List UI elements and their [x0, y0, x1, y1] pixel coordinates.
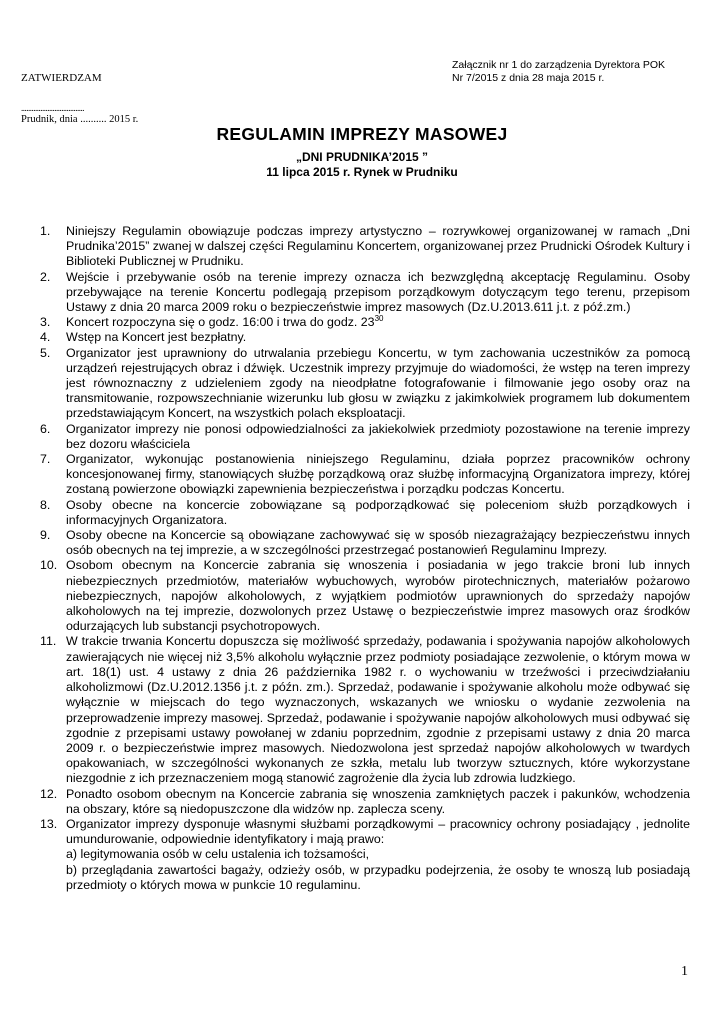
- rule-number: 7.: [40, 452, 51, 467]
- rule-text: Niniejszy Regulamin obowiązuje podczas imprezy artystyczno – rozrywkowej organizowanej w ramach „Dni Prudnika’2015” zwanej w dalszej części Regulaminu Koncertem, organizowanej przez Prudnicki Ośrodek Kultury i Biblioteki Publicznej w Prudniku.: [66, 224, 690, 269]
- rule-subitem-b: b) przeglądania zawartości bagaży, odzieży osób, w przypadku podejrzenia, że osoby te wnoszą lub posiadają przedmioty o których mowa w punkcie 10 regulaminu.: [66, 862, 690, 892]
- rule-subitem-a: a) legitymowania osób w celu ustalenia ich tożsamości,: [66, 847, 370, 862]
- rule-text: Koncert rozpoczyna się o godz. 16:00 i trwa do godz. 23: [66, 315, 375, 330]
- rule-number: 13.: [40, 816, 58, 831]
- rule-text: Ponadto osobom obecnym na Koncercie zabrania się wnoszenia zamkniętych paczek i pakunków, wchodzenia na obszary, które są niedopuszczone dla widzów np. zaplecza sceny.: [66, 786, 690, 816]
- rule-number: 1.: [40, 224, 51, 238]
- rule-number: 2.: [40, 269, 51, 284]
- rule-item: [40, 787, 690, 817]
- rule-text: Organizator imprezy nie ponosi odpowiedzialności za jakiekolwiek przedmioty pozostawione na terenie imprezy bez dozoru właściciela: [66, 421, 690, 451]
- rule-number: 3.: [40, 315, 51, 330]
- rule-item: [40, 817, 690, 893]
- rule-item: [40, 498, 690, 528]
- rule-number: 6.: [40, 421, 51, 436]
- annex-note: [452, 59, 665, 85]
- rule-number: 10.: [40, 558, 58, 573]
- rule-item: [40, 315, 690, 330]
- rule-item: [40, 330, 690, 345]
- rule-number: 5.: [40, 345, 51, 360]
- rule-item: [40, 346, 690, 422]
- rule-superscript: 30: [374, 314, 384, 324]
- rule-text: Organizator, wykonując postanowienia niniejszego Regulaminu, działa poprzez pracowników ochrony koncesjonowanej firmy, stanowiących służbę porządkową oraz służbę informacyjną Organizatora imprezy, której zostaną powierzone obowiązki zapewnienia bezpieczeństwa i porządku podczas Koncertu.: [66, 452, 690, 497]
- document-title: REGULAMIN IMPREZY MASOWEJ: [216, 124, 508, 144]
- approval-label: ZATWIERDZAM: [21, 72, 102, 84]
- rule-text: Osoby obecne na Koncercie są obowiązane zachowywać się w sposób niezagrażający bezpieczeństwu innych osób obecnych na tej imprezie, a w szczególności przestrzegać postanowień Regulaminu Imprezy.: [66, 528, 690, 558]
- annex-line-2: Nr 7/2015 z dnia 28 maja 2015 r.: [452, 72, 605, 84]
- event-date-location: 11 lipca 2015 r. Rynek w Prudniku: [266, 165, 458, 179]
- rules-list: [40, 224, 690, 893]
- rule-text: W trakcie trwania Koncertu dopuszcza się możliwość sprzedaży, podawania i spożywania napojów alkoholowych zawierających nie więcej niż 3,5% alkoholu wyłącznie przez podmioty posiadające zezwolenie, o którym mowa w art. 18(1) ust. 4 ustawy z dnia 26 października 1982 r. o wychowaniu w trzeźwości i przeciwdziałaniu alkoholizmowi (Dz.U.2012.1356 j.t. z późn. zm.). Sprzedaż, podawanie i spożywanie alkoholu może odbywać się wyłącznie w miejscach do tego wyznaczonych, wskazanych we wniosku o wydanie zezwolenia na przeprowadzenie imprezy masowej. Sprzedaż, podawanie i spożywanie napojów alkoholowych musi odbywać się zgodnie z przepisami ustawy powołanej w zdaniu poprzednim, zgodnie z przepisami ustawy z dnia 20 marca 2009 r. o bezpieczeństwie imprez masowych. Niedozwolona jest sprzedaż napojów alkoholowych w twardych opakowaniach, w szczególności wykonanych ze szkła, metalu lub tworzyw sztucznych, które wykorzystane niezgodnie z ich przeznaczeniem mogą stanowić zagrożenie dla życia lub zdrowia ludzkiego.: [66, 634, 690, 786]
- rule-item: [40, 452, 690, 498]
- rule-item: [40, 270, 690, 316]
- rule-item: [40, 422, 690, 452]
- rule-item: [40, 224, 690, 270]
- annex-line-1: Załącznik nr 1 do zarządzenia Dyrektora POK: [452, 59, 666, 71]
- place-date-line: Prudnik, dnia .......... 2015 r.: [21, 114, 139, 125]
- page-number: 1: [681, 964, 688, 979]
- rule-number: 11.: [40, 634, 57, 649]
- rule-item: [40, 528, 690, 558]
- rule-number: 9.: [40, 528, 51, 543]
- document-subtitle: „DNI PRUDNIKA’2015 ”: [295, 150, 429, 164]
- rule-number: 12.: [40, 786, 58, 801]
- signature-line: ....................................: [21, 103, 84, 113]
- rule-item: [40, 634, 690, 786]
- rule-text: Organizator imprezy dysponuje własnymi służbami porządkowymi – pracownicy ochrony posiadający , jednolite umundurowanie, odpowiednie identyfikatory i mają prawo:: [66, 816, 690, 847]
- rule-text: Osobom obecnym na Koncercie zabrania się wnoszenia i posiadania w jego trakcie broni lub innych niebezpiecznych przedmiotów, materiałów wybuchowych, wyrobów pirotechnicznych, materiałów pożarowo niebezpiecznych, napojów alkoholowych, z wyjątkiem podmiotów uprawnionych do sprzedaży napojów alkoholowych na tej imprezie, dozwolonych przez Ustawę o bezpieczeństwie imprez masowych oraz środków odurzających lub substancji psychotropowych.: [66, 558, 690, 634]
- rule-number: 8.: [40, 497, 51, 512]
- rule-text: Osoby obecne na koncercie zobowiązane są podporządkować się poleceniom służb porządkowych i informacyjnych Organizatora.: [66, 497, 690, 527]
- rule-text: Organizator jest uprawniony do utrwalania przebiegu Koncertu, w tym zachowania uczestników za pomocą urządzeń rejestrujących obraz i dźwięk. Uczestnik imprezy przyjmuje do wiadomości, że wstęp na teren imprezy jest równoznaczny z udzieleniem zgody na nieodpłatne fotografowanie i filmowanie jego osoby oraz na transmitowanie, rozpowszechnianie wizerunku lub głosu w związku z jakimkolwiek programem lub dokumentem przedstawiającym Koncert, na wszystkich polach eksploatacji.: [66, 345, 690, 421]
- rule-number: 4.: [40, 330, 51, 345]
- rule-item: [40, 558, 690, 634]
- rule-text: Wejście i przebywanie osób na terenie imprezy oznacza ich bezwzględną akceptację Regulaminu. Osoby przebywające na terenie Koncertu podlegają przepisom porządkowym dotyczącym tego terenu, przepisom Ustawy z dnia 20 marca 2009 roku o bezpieczeństwie imprez masowych (Dz.U.2013.611 j.t. z póź.zm.): [66, 269, 690, 315]
- rule-text: Wstęp na Koncert jest bezpłatny.: [66, 330, 247, 345]
